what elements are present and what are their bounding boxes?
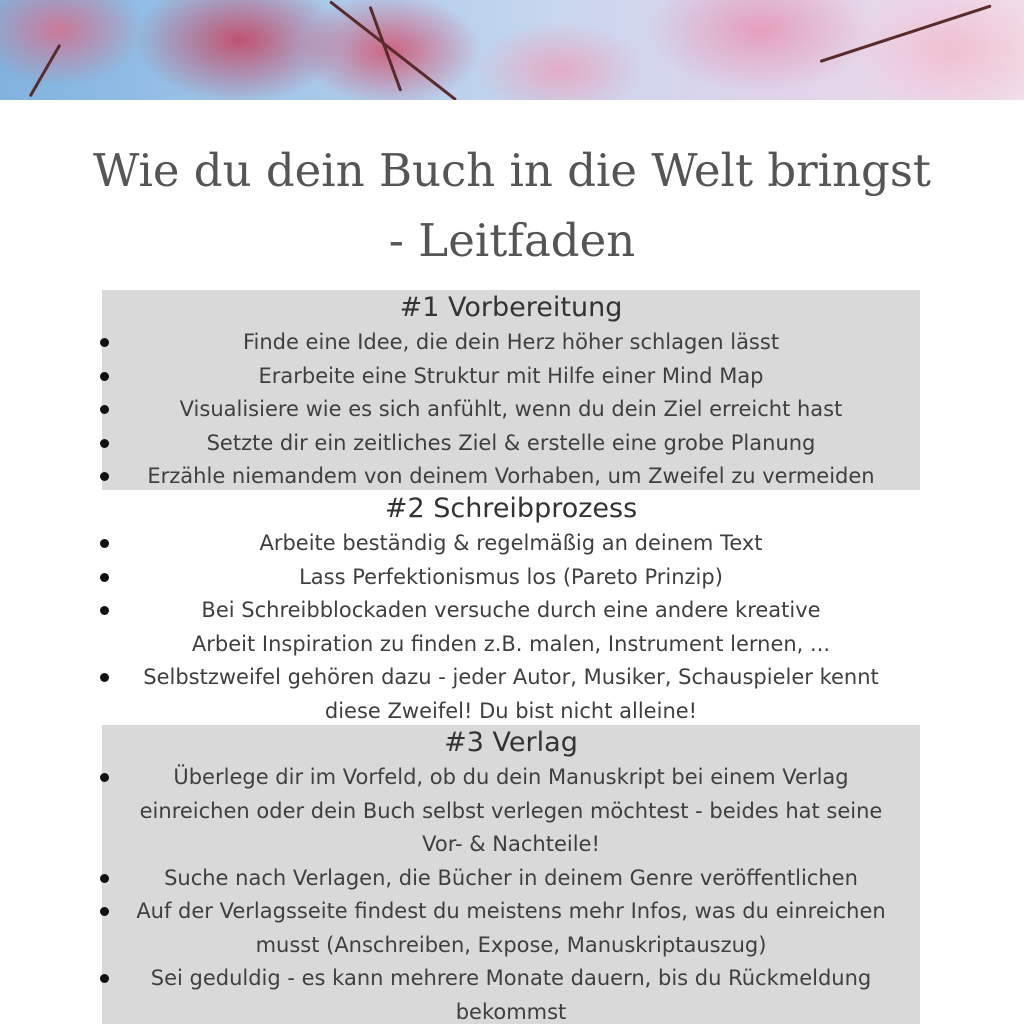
bullet-icon [100, 472, 109, 481]
bullet-icon [100, 573, 109, 582]
bullet-icon [100, 874, 109, 883]
item-list [102, 761, 920, 1029]
branch-decoration [369, 6, 403, 92]
section-heading: #2 Schreibprozess [384, 493, 638, 524]
bullet-icon [100, 405, 109, 414]
list-item: Visualisiere wie es sich anfühlt, wenn du dein Ziel erreicht hast [102, 393, 920, 427]
list-item: Bei Schreibblockaden versuche durch eine andere kreative Arbeit Inspiration zu finden z.B. malen, Instrument lernen, ... [102, 594, 920, 661]
bullet-icon [100, 974, 109, 983]
list-item: Erzähle niemandem von deinem Vorhaben, um Zweifel zu vermeiden [102, 460, 920, 494]
list-item: Lass Perfektionismus los (Pareto Prinzip) [102, 561, 920, 595]
list-item: Erarbeite eine Struktur mit Hilfe einer Mind Map [102, 360, 920, 394]
bullet-icon [100, 539, 109, 548]
cherry-blossom-banner [0, 0, 1024, 100]
list-item: Auf der Verlagsseite findest du meistens mehr Infos, was du einreichen musst (Anschreiben, Expose, Manuskriptauszug) [102, 895, 920, 962]
bullet-icon [100, 439, 109, 448]
title-line-1: Wie du dein Buch in die Welt bringst [92, 144, 931, 197]
item-list [102, 326, 920, 494]
section-verlag [102, 725, 920, 1024]
section-schreibprozess [102, 491, 920, 724]
section-vorbereitung [102, 290, 920, 490]
bullet-icon [100, 372, 109, 381]
branch-decoration [329, 0, 457, 100]
page-title [0, 136, 1024, 276]
list-item: Finde eine Idee, die dein Herz höher schlagen lässt [102, 326, 920, 360]
branch-decoration [29, 44, 62, 97]
branch-decoration [820, 4, 992, 62]
list-item: Arbeite beständig & regelmäßig an deinem Text [102, 527, 920, 561]
list-item: Überlege dir im Vorfeld, ob du dein Manuskript bei einem Verlag einreichen oder dein Buch selbst verlegen möchtest - beides hat seine Vor- & Nachteile! [102, 761, 920, 862]
list-item: Setzte dir ein zeitliches Ziel & erstelle eine grobe Planung [102, 427, 920, 461]
list-item: Suche nach Verlagen, die Bücher in deinem Genre veröffentlichen [102, 862, 920, 896]
title-line-2: - Leitfaden [388, 214, 636, 267]
list-item: Sei geduldig - es kann mehrere Monate dauern, bis du Rückmeldung bekommst [102, 962, 920, 1029]
section-heading: #3 Verlag [444, 727, 578, 758]
item-list [102, 527, 920, 728]
bullet-icon [100, 606, 109, 615]
bullet-icon [100, 673, 109, 682]
section-heading: #1 Vorbereitung [399, 292, 623, 323]
bullet-icon [100, 907, 109, 916]
bullet-icon [100, 338, 109, 347]
list-item: Selbstzweifel gehören dazu - jeder Autor, Musiker, Schauspieler kennt diese Zweifel! Du bist nicht alleine! [102, 661, 920, 728]
bullet-icon [100, 773, 109, 782]
